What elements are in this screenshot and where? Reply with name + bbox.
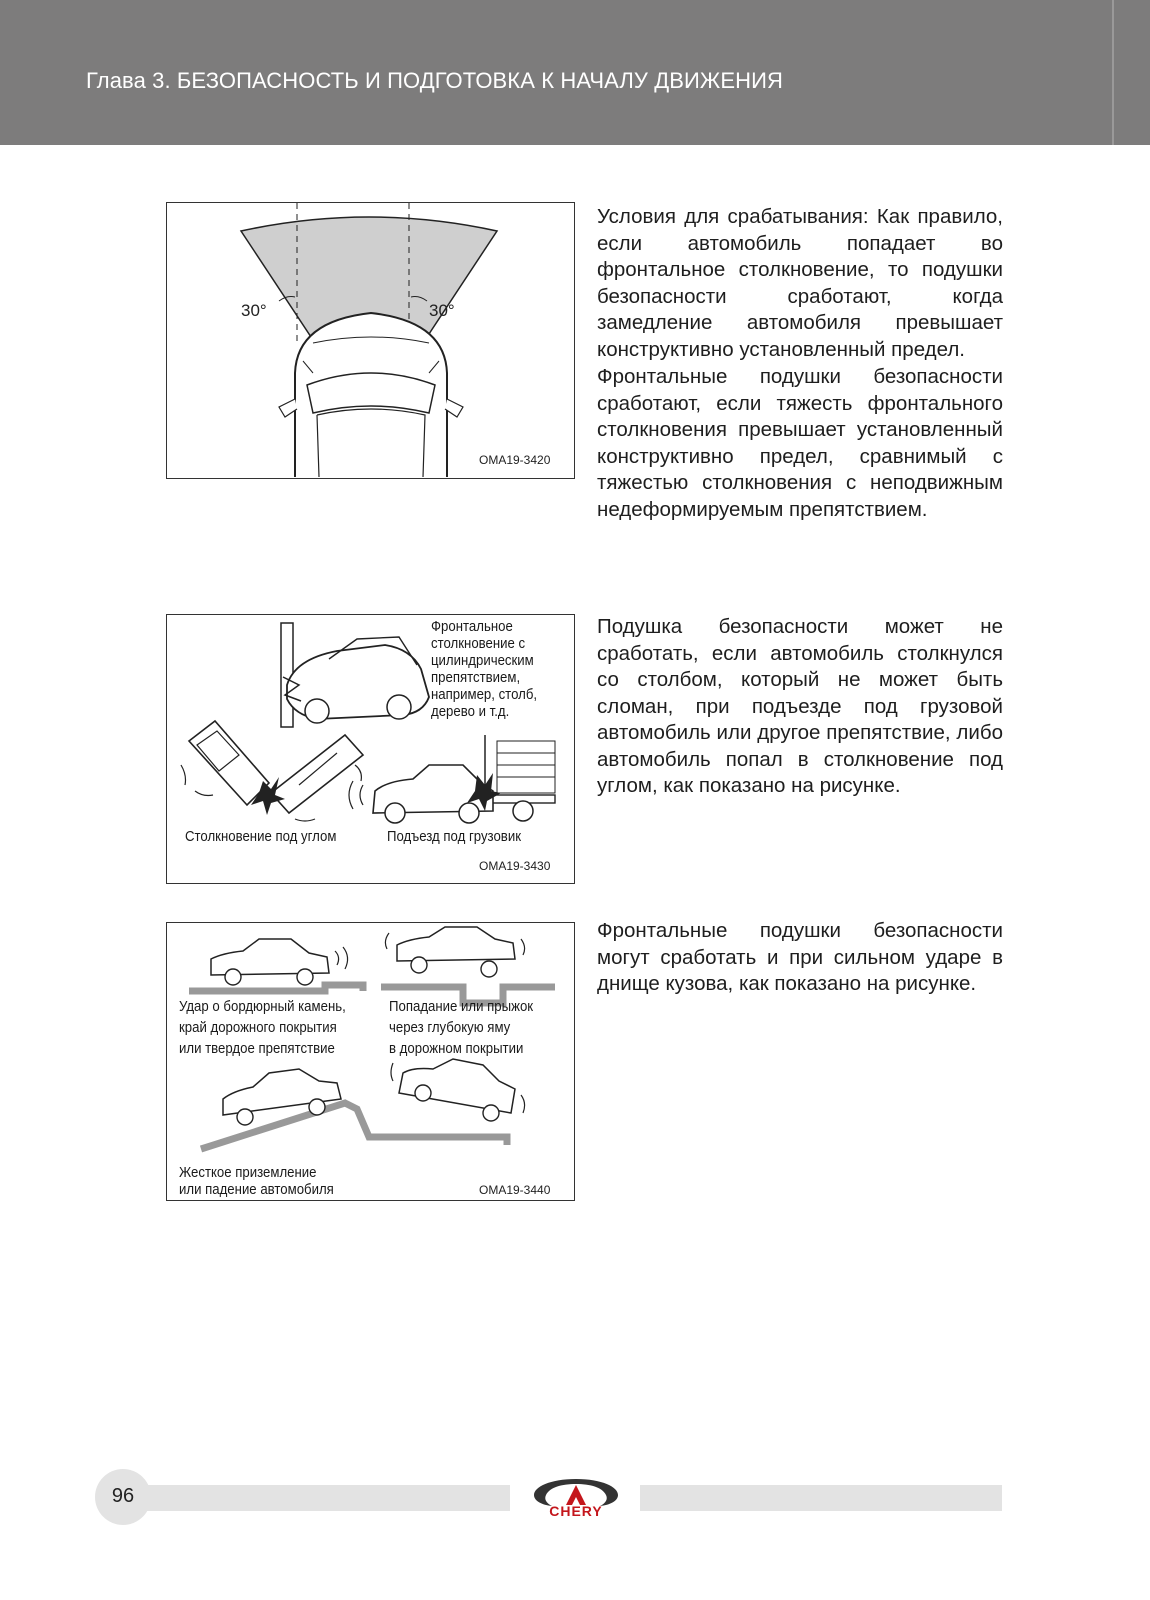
pole-label-line-6: дерево и т.д. bbox=[431, 703, 510, 720]
footer-bar-left bbox=[120, 1485, 510, 1511]
figure-activation-zone bbox=[166, 202, 575, 479]
truck-underride-label: Подъезд под грузовик bbox=[387, 828, 521, 845]
angle-collision-label: Столкновение под углом bbox=[185, 828, 337, 845]
page-number: 96 bbox=[111, 1485, 135, 1507]
figure-underbody-impacts bbox=[166, 922, 575, 1201]
landing-label-line-2: или падение автомобиля bbox=[179, 1181, 334, 1198]
paragraph-deploy-conditions: Условия для срабатывания: Как правило, если автомобиль попадает во фронтальное столкновение, то подушки безопасности сработают, когда замедление автомобиля превышает конструктивно установленный предел. bbox=[597, 205, 1003, 361]
angle-left-label: 30° bbox=[241, 301, 267, 320]
brand-wordmark: CHERY bbox=[549, 1503, 603, 1519]
figure-code: OMA19-3420 bbox=[479, 453, 551, 467]
paragraph-frontal-airbags: Фронтальные подушки безопасности сработают, если тяжесть фронтального столкновения превышает установленный конструктивно предел, сравнимый с тяжестью столкновения с неподвижным недеформируемым препятствием. bbox=[597, 365, 1003, 521]
pole-label-line-4: препятствием, bbox=[431, 669, 521, 686]
figure-code: OMA19-3440 bbox=[479, 1183, 551, 1197]
curb-label-line-3: или твердое препятствие bbox=[179, 1040, 335, 1057]
pole-label-line-3: цилиндрическим bbox=[431, 652, 534, 669]
paragraph-underbody-impact: Фронтальные подушки безопасности могут сработать и при сильном ударе в днище кузова, как показано на рисунке. bbox=[597, 919, 1003, 995]
pit-label-line-3: в дорожном покрытии bbox=[389, 1040, 524, 1057]
chapter-title: Глава 3. БЕЗОПАСНОСТЬ И ПОДГОТОВКА К НАЧАЛУ ДВИЖЕНИЯ bbox=[86, 68, 783, 93]
curb-label-line-1: Удар о бордюрный камень, bbox=[179, 998, 346, 1015]
pit-label-line-2: через глубокую яму bbox=[389, 1019, 511, 1036]
paragraph-may-not-deploy: Подушка безопасности может не сработать, если автомобиль столкнулся со столбом, который не может быть сломан, при подъезде под грузовой автомобиль или другое препятствие, либо автомобиль попал в столкновение под углом, как показано на рисунке. bbox=[597, 615, 1003, 797]
figure-no-deploy-cases bbox=[166, 614, 575, 884]
pole-label-line-5: например, столб, bbox=[431, 686, 538, 703]
landing-label-line-1: Жесткое приземление bbox=[179, 1164, 317, 1181]
angle-right-label: 30° bbox=[429, 301, 455, 320]
chapter-header bbox=[0, 0, 1150, 145]
pole-label-line-2: столкновение с bbox=[431, 635, 526, 652]
pole-label-line-1: Фронтальное bbox=[431, 618, 513, 635]
footer-bar-right bbox=[640, 1485, 1002, 1511]
header-divider bbox=[1112, 0, 1114, 145]
figure-code: OMA19-3430 bbox=[479, 859, 551, 873]
underbody-impact-illustrations bbox=[167, 923, 573, 1199]
pit-label-line-1: Попадание или прыжок bbox=[389, 998, 534, 1015]
car-top-view-illustration bbox=[167, 203, 573, 477]
curb-label-line-2: край дорожного покрытия bbox=[179, 1019, 337, 1036]
